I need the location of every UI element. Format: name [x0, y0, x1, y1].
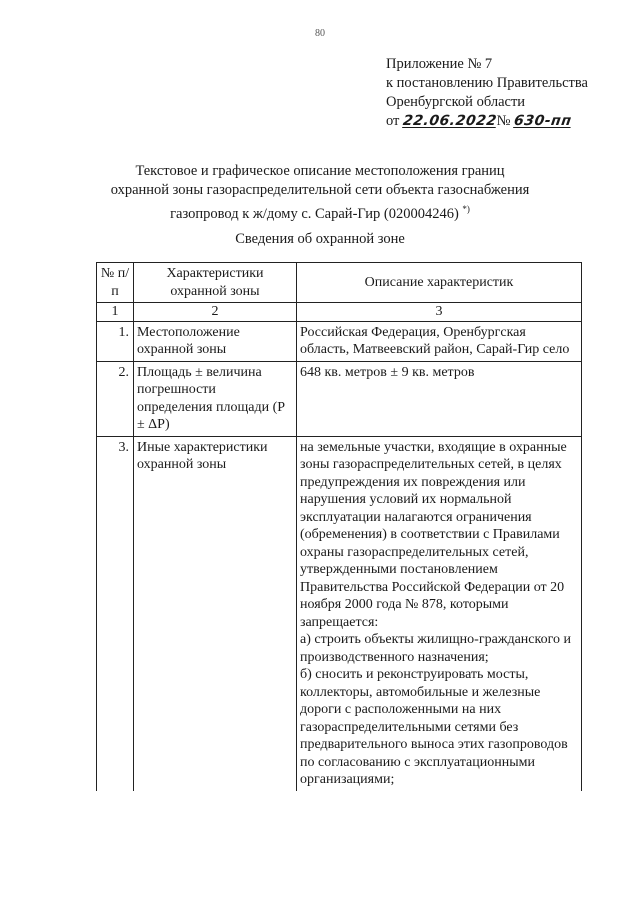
section-title: Сведения об охранной зоне	[235, 231, 405, 247]
row-number: 3.	[97, 436, 134, 791]
table-index-row	[97, 303, 582, 322]
appendix-date-line	[386, 112, 588, 131]
index-cell: 2	[134, 303, 297, 322]
header-number: № п/п	[97, 263, 134, 303]
table-row	[97, 436, 582, 791]
table-row	[97, 361, 582, 436]
document-title	[0, 162, 640, 224]
row-description	[297, 436, 582, 791]
restriction-item-a: а) строить объекты жилищно-гражданского и производственного назначения;	[300, 632, 571, 665]
number-sign: №	[496, 113, 511, 129]
row-characteristic: Иные характеристики охранной зоны	[134, 436, 297, 791]
index-cell: 1	[97, 303, 134, 322]
title-line-3	[0, 200, 640, 224]
title-line-2: охранной зоны газораспределительной сети объекта газоснабжения	[110, 182, 530, 198]
appendix-line-2: к постановлению Правительства	[386, 75, 588, 91]
table-header-row	[97, 263, 582, 303]
row-description: Российская Федерация, Оренбургская область, Матвеевский район, Сарай-Гир село	[297, 321, 582, 361]
header-characteristic: Характеристики охранной зоны	[134, 263, 297, 303]
title-line-1: Текстовое и графическое описание местоположения границ	[135, 163, 505, 179]
row-characteristic: Площадь ± величина погрешности определения площади (Р ± ΔР)	[134, 361, 297, 436]
footnote-mark: *)	[462, 204, 470, 214]
table-row	[97, 321, 582, 361]
appendix-line-3: Оренбургской области	[386, 94, 526, 110]
index-cell: 3	[297, 303, 582, 322]
handwritten-date: 22.06.2022	[401, 113, 498, 129]
zone-info-table	[96, 262, 582, 791]
date-prefix: от	[386, 113, 400, 129]
restriction-item-b: б) сносить и реконструировать мосты, коллекторы, автомобильные и железные дороги с расположенными на них газораспределительными сетями без предварительного выноса этих газопроводов по согласованию с эксплуатационными организациями;	[300, 667, 568, 787]
row-number: 1.	[97, 321, 134, 361]
handwritten-number: 630-пп	[513, 113, 573, 129]
appendix-block	[386, 55, 588, 131]
row-description: 648 кв. метров ± 9 кв. метров	[297, 361, 582, 436]
row-number: 2.	[97, 361, 134, 436]
row-characteristic: Местоположение охранной зоны	[134, 321, 297, 361]
title-line-3-text: газопровод к ж/дому с. Сарай-Гир (020004246)	[170, 205, 459, 222]
header-description: Описание характеристик	[297, 263, 582, 303]
appendix-line-1: Приложение № 7	[386, 56, 493, 72]
description-intro: на земельные участки, входящие в охранные зоны газораспределительных сетей, в целях предупреждения их повреждения или нарушения условий их нормальной эксплуатации налагаются ограничения (обременения) в соответствии с Правилами охраны газораспределительных сетей, утвержденными постановлением Правительства Российской Федерации от 20 ноября 2000 года № 878, которыми запрещается:	[300, 439, 567, 630]
page-number: 80	[315, 28, 325, 39]
